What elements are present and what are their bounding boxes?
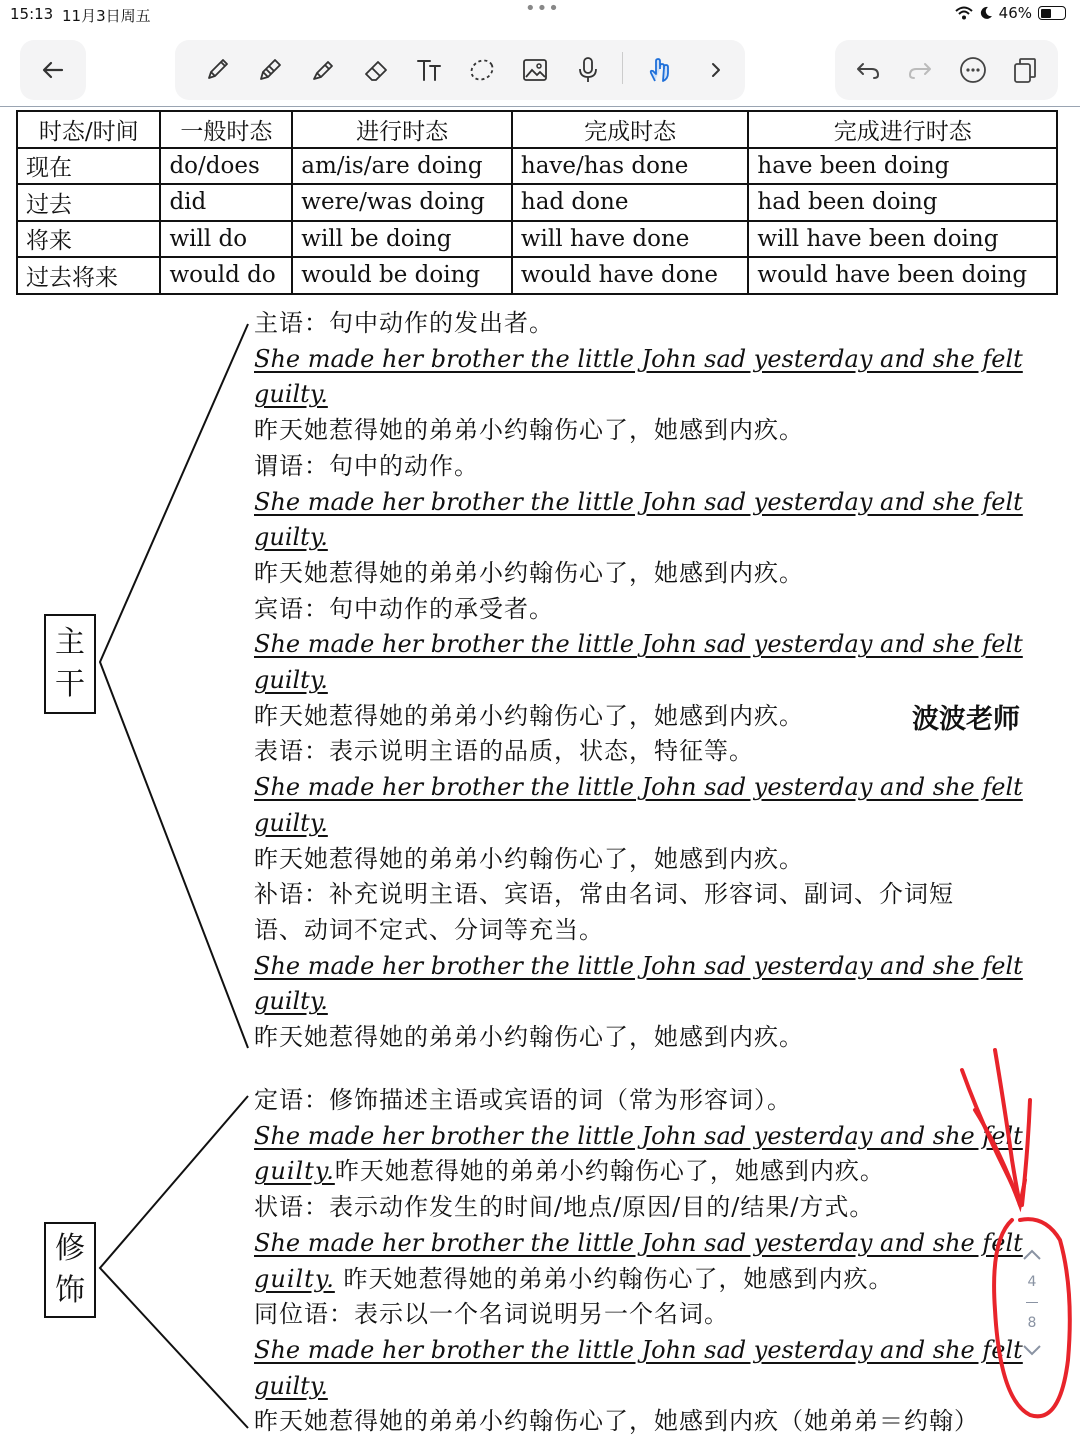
tense-table-row [17,221,1057,258]
modifier-label-char-1: 修 [55,1231,85,1266]
chinese-note-line: 昨天她惹得她的弟弟小约翰伤心了，她感到内疚（她弟弟＝约翰） [254,1407,979,1436]
tense-table-cell: do/does [160,148,292,185]
total-page-number: 8 [1027,1315,1037,1331]
english-example-line: She made her brother the little John sad yesterday and she felt [254,951,1023,980]
tense-table-row [17,257,1057,294]
chinese-note-line: 语、动词不定式、分词等充当。 [254,915,604,944]
main-section-notes [254,306,1023,1056]
page-down-button[interactable] [1010,1335,1054,1365]
chinese-note-line: 昨天她惹得她的弟弟小约翰伤心了，她感到内疚。 [254,701,804,730]
english-example-line: guilty. [254,808,328,837]
tense-table-cell: did [160,184,292,221]
more-tools-button[interactable] [698,52,734,88]
chevron-up-icon [1022,1249,1042,1261]
english-example-line: guilty. [254,1371,328,1400]
page-separator [1026,1302,1038,1303]
pages-button[interactable] [1007,52,1043,88]
multitask-dots-icon[interactable]: ••• [525,0,560,19]
modifier-label-char-2: 饰 [55,1273,85,1308]
chinese-translation-text: 昨天她惹得她的弟弟小约翰伤心了，她感到内疚。 [334,1157,885,1186]
english-example-line: She made her brother the little John sad yesterday and she felt [254,1228,1023,1257]
chevron-right-icon [701,55,731,85]
english-example-line: She made her brother the little John sad yesterday and she felt [254,1121,1023,1150]
more-icon [958,55,988,85]
chinese-note-line: 宾语：句中动作的承受者。 [254,594,554,623]
english-example-line: She made her brother the little John sad yesterday and she felt [254,773,1023,802]
status-date: 11月3日周五 [62,7,151,25]
battery-icon [1038,6,1066,20]
main-section-bracket [98,322,258,1050]
highlighter-tool-button[interactable] [305,52,341,88]
chinese-note-line: 定语：修饰描述主语或宾语的词（常为形容词）。 [254,1086,792,1114]
chinese-note-line: 昨天她惹得她的弟弟小约翰伤心了，她感到内疚。 [254,844,804,873]
tense-table-cell: would have been doing [748,257,1057,294]
tense-table-cell: will have done [512,221,749,258]
pen-tool-button[interactable] [199,52,235,88]
page-scroller[interactable] [1010,1240,1054,1390]
arrow-left-icon [38,55,68,85]
chinese-note-line: 昨天她惹得她的弟弟小约翰伤心了，她感到内疚。 [254,416,804,445]
tense-table-header-cell: 完成时态 [512,111,749,148]
tense-table-cell: 现在 [17,148,160,185]
chinese-note-line: 主语：句中动作的发出者。 [254,309,554,337]
back-button[interactable] [35,52,71,88]
tense-table-row [17,184,1057,221]
chinese-translation-text: 昨天她惹得她的弟弟小约翰伤心了，她感到内疚。 [334,1264,894,1293]
moon-icon [979,6,993,20]
tense-table-cell: would have done [512,257,749,294]
tense-table-header-cell: 时态/时间 [17,111,160,148]
eraser-tool-button[interactable] [358,52,394,88]
english-example-line: guilty. [254,523,328,552]
chinese-note-line: 谓语：句中的动作。 [254,451,479,480]
english-example-line: guilty. [254,987,328,1016]
english-example-text: guilty. [254,1264,335,1293]
image-icon [520,55,550,85]
hand-tool-button[interactable] [642,52,678,88]
pencil-tool-button[interactable] [252,52,288,88]
english-example-line: She made her brother the little John sad yesterday and she felt [254,344,1023,373]
tense-table-header-cell: 完成进行时态 [748,111,1057,148]
tense-table [16,110,1058,295]
battery-fill [1041,9,1052,18]
redo-button[interactable] [902,52,938,88]
main-label-char-2: 干 [55,667,85,702]
english-example-line: She made her brother the little John sad yesterday and she felt [254,630,1023,659]
chinese-note-line: 昨天她惹得她的弟弟小约翰伤心了，她感到内疚。 [254,558,804,587]
note-line-mixed [254,1154,1023,1190]
chinese-note-line: 补语：补充说明主语、宾语，常由名词、形容词、副词、介词短 [254,880,954,909]
tense-table-header-cell: 进行时态 [292,111,512,148]
tense-table-cell: have/has done [512,148,749,185]
back-group [20,40,86,100]
tense-table-header-cell: 一般时态 [160,111,292,148]
wifi-icon [955,6,973,20]
status-bar [0,0,1080,28]
lasso-icon [467,55,497,85]
highlighter-icon [308,55,338,85]
watermark: 波波老师 [912,704,1020,735]
english-example-line: She made her brother the little John sad yesterday and she felt [254,1335,1023,1364]
tense-table-cell: will have been doing [748,221,1057,258]
modifier-section-bracket [98,1094,258,1434]
pages-icon [1010,55,1040,85]
document-actions-group [835,40,1058,100]
status-indicators [955,4,1066,22]
tense-table-cell: 过去将来 [17,257,160,294]
modifier-section-label [44,1222,96,1318]
tense-table-cell: were/was doing [292,184,512,221]
chevron-down-icon [1022,1344,1042,1356]
tense-table-cell: would be doing [292,257,512,294]
modifier-section-notes [254,1083,1023,1440]
english-example-line: She made her brother the little John sad yesterday and she felt [254,487,1023,516]
english-example-line: guilty. [254,380,328,409]
current-page-number: 4 [1027,1274,1037,1290]
page-up-button[interactable] [1010,1240,1054,1270]
text-tool-icon [414,55,444,85]
tense-table-row [17,148,1057,185]
tense-table-cell: have been doing [748,148,1057,185]
tense-table-cell: would do [160,257,292,294]
english-example-line: guilty. [254,666,328,695]
toolbar-divider [622,52,623,84]
pen-icon [202,55,232,85]
image-tool-button[interactable] [517,52,553,88]
tense-table-cell: had done [512,184,749,221]
chinese-note-line: 同位语：表示以一个名词说明另一个名词。 [254,1300,729,1329]
chinese-note-line: 状语：表示动作发生的时间/地点/原因/目的/结果/方式。 [254,1193,875,1222]
microphone-icon [573,55,603,85]
undo-button[interactable] [850,52,886,88]
drawing-tools-group [175,40,745,100]
text-tool-button[interactable] [411,52,447,88]
main-section-label [44,614,96,714]
lasso-tool-button[interactable] [464,52,500,88]
main-label-char-1: 主 [55,625,85,660]
tense-table-cell: will do [160,221,292,258]
undo-icon [853,55,883,85]
hand-pointer-icon [645,55,675,85]
status-time: 15:13 [10,5,54,23]
tense-table-cell: will be doing [292,221,512,258]
chinese-note-line: 昨天她惹得她的弟弟小约翰伤心了，她感到内疚。 [254,1023,804,1052]
tense-table-cell: 将来 [17,221,160,258]
battery-percent: 46% [998,4,1032,22]
page-top-border [0,106,1080,107]
voice-record-button[interactable] [570,52,606,88]
tense-table-cell: had been doing [748,184,1057,221]
pencil-icon [255,55,285,85]
eraser-icon [361,55,391,85]
note-line-mixed [254,1262,1023,1298]
chinese-note-line: 表语：表示说明主语的品质，状态，特征等。 [254,737,754,766]
tense-table-header-row [17,111,1057,148]
redo-icon [905,55,935,85]
more-options-button[interactable] [955,52,991,88]
english-example-text: guilty. [254,1157,335,1186]
tense-table-cell: 过去 [17,184,160,221]
tense-table-cell: am/is/are doing [292,148,512,185]
